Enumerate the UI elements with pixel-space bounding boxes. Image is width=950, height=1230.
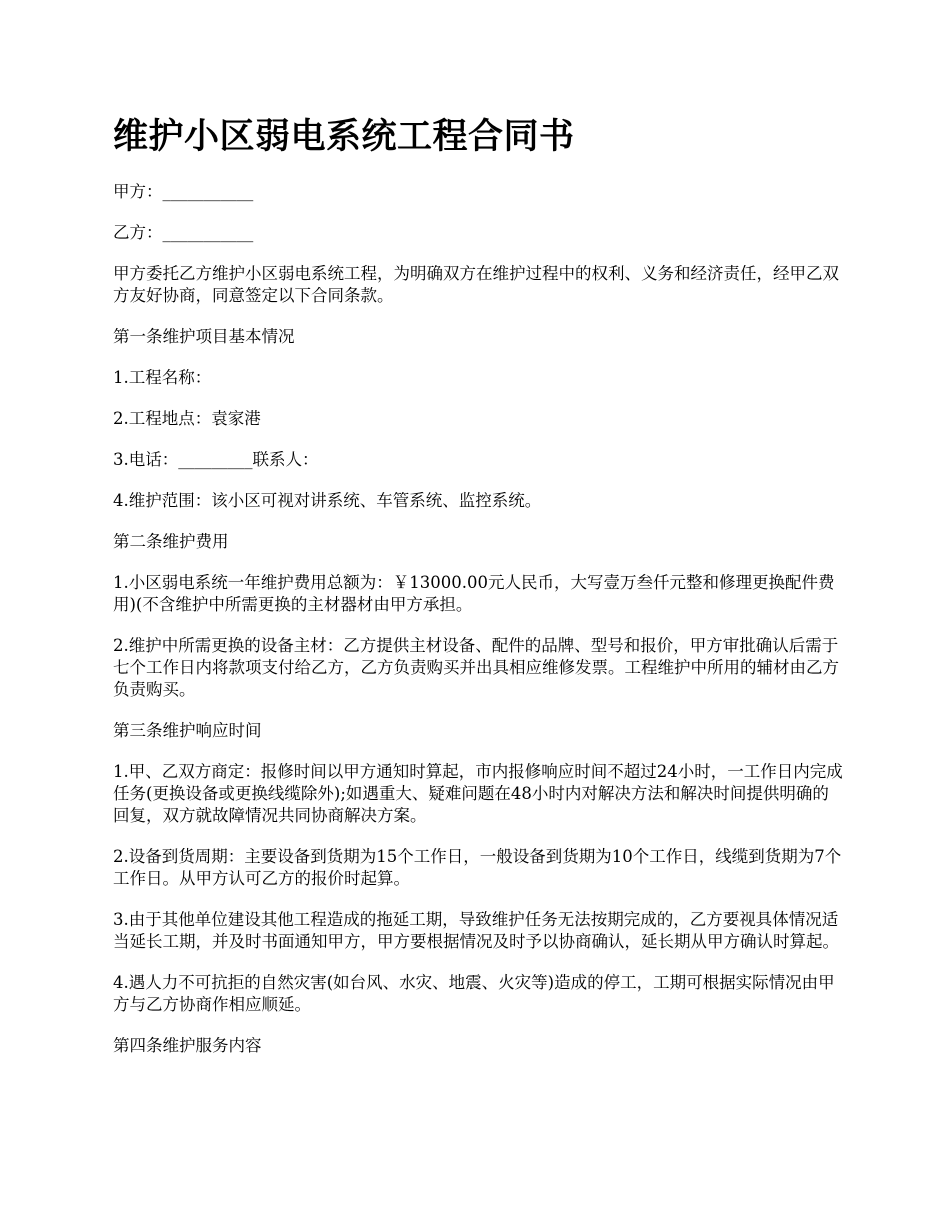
section2-item1: 1.小区弱电系统一年维护费用总额为：￥13000.00元人民币，大写壹万叁仟元整和修理更换配件费用)(不含维护中所需更换的主材器材由甲方承担。: [113, 573, 835, 614]
section1-item2: 2.工程地点：袁家港: [113, 409, 261, 428]
section3-item1: 1.甲、乙双方商定：报修时间以甲方通知时算起，市内报修响应时间不超过24小时，一工作日内完成任务(更换设备或更换线缆除外);如遇重大、疑难问题在48小时内对解决方法和解决时间提供明确的回复，双方就故障情况共同协商解决方案。: [113, 762, 843, 825]
section1-heading: 第一条维护项目基本情况: [113, 327, 295, 346]
section3-item3: 3.由于其他单位建设其他工程造成的拖延工期，导致维护任务无法按期完成的，乙方要视具体情况适当延长工期，并及时书面通知甲方，甲方要根据情况及时予以协商确认，延长期从甲方确认时算起。: [113, 910, 839, 951]
section1-item4: 4.维护范围：该小区可视对讲系统、车管系统、监控系统。: [113, 491, 542, 510]
section2-item2: 2.维护中所需更换的设备主材：乙方提供主材设备、配件的品牌、型号和报价，甲方审批确认后需于七个工作日内将款项支付给乙方，乙方负责购买并出具相应维修发票。工程维护中所用的辅材由乙方负责购买。: [113, 636, 839, 699]
section1-item3: 3.电话：_________联系人：: [113, 450, 319, 469]
section3-item4: 4.遇人力不可抗拒的自然灾害(如台风、水灾、地震、火灾等)造成的停工，工期可根据实际情况由甲方与乙方协商作相应顺延。: [113, 973, 835, 1014]
section2-heading: 第二条维护费用: [113, 532, 229, 551]
section1-item1: 1.工程名称：: [113, 368, 212, 387]
document-title: 维护小区弱电系统工程合同书: [113, 117, 575, 157]
party-a-line: 甲方：___________: [113, 182, 254, 201]
section4-heading: 第四条维护服务内容: [113, 1036, 262, 1055]
section3-heading: 第三条维护响应时间: [113, 721, 262, 740]
section3-item2: 2.设备到货周期：主要设备到货期为15个工作日，一般设备到货期为10个工作日，线缆到货期为7个工作日。从甲方认可乙方的报价时起算。: [113, 847, 842, 888]
contract-page: [113, 113, 843, 1076]
party-b-line: 乙方：___________: [113, 223, 254, 242]
intro-paragraph: 甲方委托乙方维护小区弱电系统工程，为明确双方在维护过程中的权利、义务和经济责任，经甲乙双方友好协商，同意签定以下合同条款。: [113, 264, 839, 305]
